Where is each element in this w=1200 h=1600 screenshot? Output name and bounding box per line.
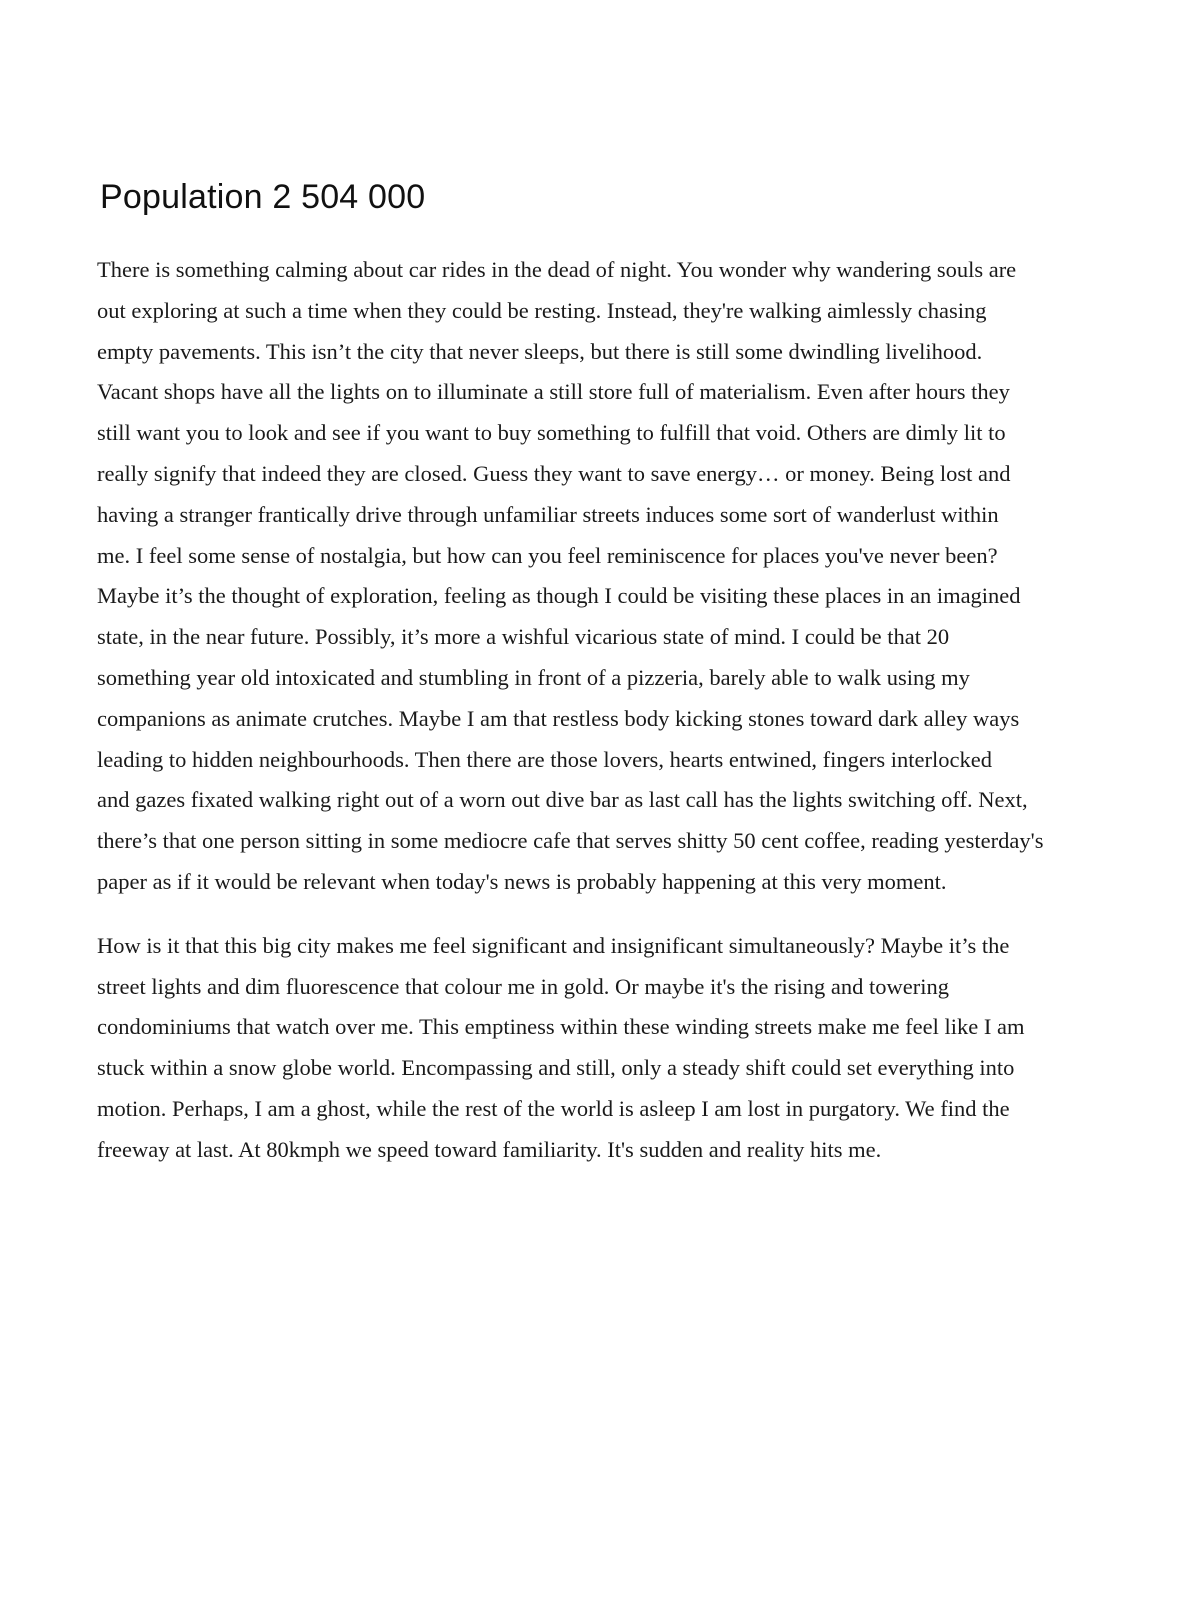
text-line: empty pavements. This isn’t the city that never sleeps, but there is still some dwindling livelihood.: [97, 338, 983, 364]
text-line: something year old intoxicated and stumbling in front of a pizzeria, barely able to walk using my: [97, 664, 970, 690]
text-line: stuck within a snow globe world. Encompassing and still, only a steady shift could set everything into: [97, 1055, 1015, 1081]
text-line: really signify that indeed they are closed. Guess they want to save energy… or money. Being lost and: [97, 460, 1011, 486]
text-line: and gazes fixated walking right out of a worn out dive bar as last call has the lights switching off. Next,: [97, 787, 1028, 813]
paragraph: [97, 926, 1107, 1171]
text-line: state, in the near future. Possibly, it’s more a wishful vicarious state of mind. I could be that 20: [97, 624, 950, 650]
text-line: street lights and dim fluorescence that colour me in gold. Or maybe it's the rising and towering: [97, 973, 949, 999]
paragraph: [97, 250, 1107, 903]
text-line: Vacant shops have all the lights on to illuminate a still store full of materialism. Even after hours they: [97, 379, 1010, 405]
text-line: There is something calming about car rides in the dead of night. You wonder why wandering souls are: [97, 257, 1017, 282]
document-title: Population 2 504 000: [100, 178, 426, 216]
text-line: me. I feel some sense of nostalgia, but how can you feel reminiscence for places you've never been?: [97, 542, 998, 568]
text-line: there’s that one person sitting in some mediocre cafe that serves shitty 50 cent coffee, reading yesterday's: [97, 828, 1044, 854]
text-line: paper as if it would be relevant when today's news is probably happening at this very moment.: [97, 868, 947, 894]
document-body: [97, 250, 1107, 1194]
text-line: condominiums that watch over me. This emptiness within these winding streets make me feel like I am: [97, 1014, 1025, 1040]
text-line: out exploring at such a time when they could be resting. Instead, they're walking aimlessly chasing: [97, 297, 987, 323]
text-line: How is it that this big city makes me feel significant and insignificant simultaneously? Maybe it’s the: [97, 932, 1010, 958]
text-line: leading to hidden neighbourhoods. Then there are those lovers, hearts entwined, fingers interlocked: [97, 746, 992, 772]
text-line: freeway at last. At 80kmph we speed toward familiarity. It's sudden and reality hits me.: [97, 1136, 882, 1162]
text-line: Maybe it’s the thought of exploration, feeling as though I could be visiting these places in an imagined: [97, 583, 1021, 609]
text-line: companions as animate crutches. Maybe I am that restless body kicking stones toward dark alley ways: [97, 705, 1020, 731]
text-line: motion. Perhaps, I am a ghost, while the rest of the world is asleep I am lost in purgatory. We find the: [97, 1095, 1010, 1121]
text-line: still want you to look and see if you want to buy something to fulfill that void. Others are dimly lit to: [97, 420, 1006, 446]
text-line: having a stranger frantically drive through unfamiliar streets induces some sort of wanderlust within: [97, 501, 999, 527]
